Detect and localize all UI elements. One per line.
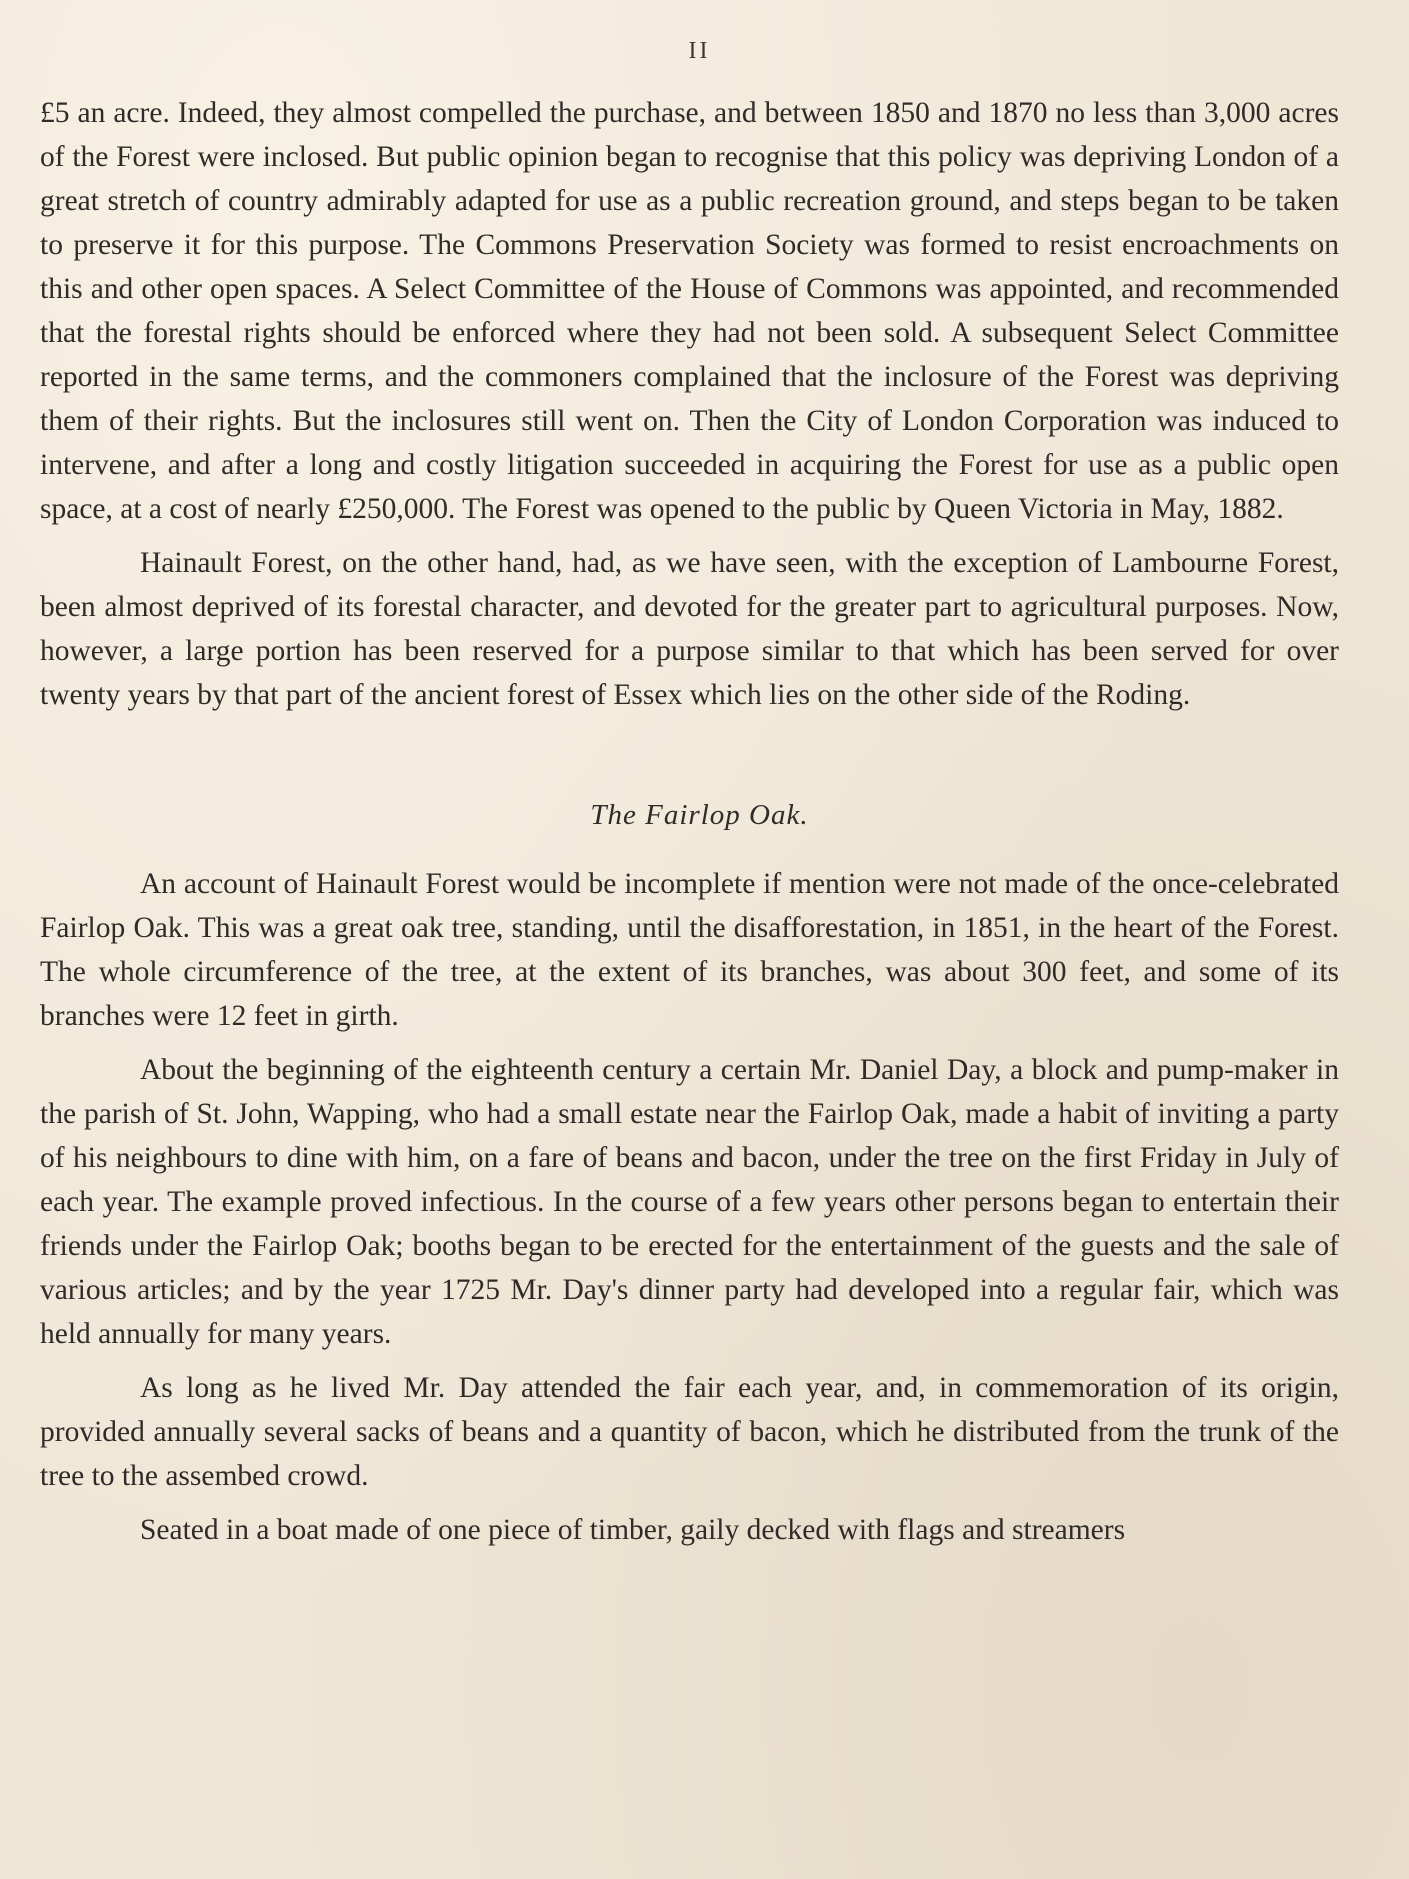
paragraph-fair-attendance: As long as he lived Mr. Day attended the fair each year, and, in commemoration of its origin, provided annually several sacks of beans and a quantity of bacon, which he distributed from the trunk of the tree to the assembed crowd. — [40, 1372, 1339, 1492]
paragraph-fairlop-oak: An account of Hainault Forest would be incomplete if mention were not made of the once-celebrated Fairlop Oak. This was a great oak tree, standing, until the disafforestation, in 1851, in the heart of the Forest. The whole circumference of the tree, at the extent of its branches, was about 300 feet, and some of its branches were 12 feet in girth. — [40, 868, 1339, 1032]
paragraph-boat: Seated in a boat made of one piece of timber, gaily decked with flags and streamers — [140, 1514, 1126, 1546]
paragraph-enclosures: £5 an acre. Indeed, they almost compelled the purchase, and between 1850 and 1870 no less than 3,000 acres of the Forest were inclosed. But public opinion began to recognise that this policy was depriving London of a great stretch of country admirably adapted for use as a public recreation ground, and steps began to be taken to preserve it for this purpose. The Commons Preservation Society was formed to resist encroachments on this and other open spaces. A Select Committee of the House of Commons was appointed, and recommended that the forestal rights should be enforced where they had not been sold. A subsequent Select Committee reported in the same terms, and the commoners complained that the inclosure of the Forest was depriving them of their rights. But the inclosures still went on. Then the City of London Corporation was induced to intervene, and after a long and costly litigation succeeded in acquiring the Forest for use as a public open space, at a cost of nearly £250,000. The Forest was opened to the public by Queen Victoria in May, 1882. — [40, 97, 1339, 525]
paragraph-hainault-forest: Hainault Forest, on the other hand, had, as we have seen, with the exception of Lambourne Forest, been almost deprived of its forestal character, and devoted for the greater part to agricultural purposes. Now, however, a large portion has been reserved for a purpose similar to that which has been served for over twenty years by that part of the ancient forest of Essex which lies on the other side of the Roding. — [40, 547, 1339, 711]
section-heading: The Fairlop Oak. — [590, 799, 809, 831]
paragraph-daniel-day: About the beginning of the eighteenth century a certain Mr. Daniel Day, a block and pump-maker in the parish of St. John, Wapping, who had a small estate near the Fairlop Oak, made a habit of inviting a party of his neighbours to dine with him, on a fare of beans and bacon, under the tree on the first Friday in July of each year. The example proved infectious. In the course of a few years other persons began to entertain their friends under the Fairlop Oak; booths began to be erected for the entertainment of the guests and the sale of various articles; and by the year 1725 Mr. Day's dinner party had developed into a regular fair, which was held annually for many years. — [40, 1054, 1339, 1350]
page-number: II — [688, 38, 711, 64]
